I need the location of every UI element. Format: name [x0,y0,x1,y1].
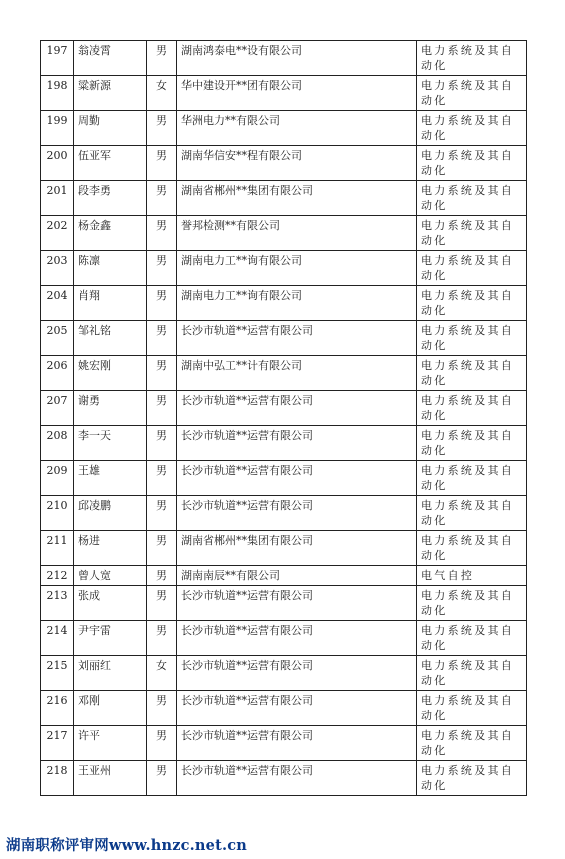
person-name-cell: 邹礼铭 [74,321,147,356]
person-name-cell: 李一天 [74,426,147,461]
company-name-cell: 长沙市轨道**运营有限公司 [177,691,417,726]
row-number-cell: 204 [41,286,74,321]
person-name-cell: 周勤 [74,111,147,146]
person-name-cell: 邱凌鹏 [74,496,147,531]
row-number-cell: 203 [41,251,74,286]
major-cell: 电力系统及其自动化 [417,286,527,321]
person-name-cell: 伍亚军 [74,146,147,181]
company-name-cell: 湖南中弘工**计有限公司 [177,356,417,391]
company-name-cell: 长沙市轨道**运营有限公司 [177,761,417,796]
company-name-cell: 华中建设开**团有限公司 [177,76,417,111]
table-row [41,531,527,566]
company-name-cell: 长沙市轨道**运营有限公司 [177,391,417,426]
major-cell: 电力系统及其自动化 [417,391,527,426]
row-number-cell: 209 [41,461,74,496]
gender-cell: 男 [147,461,177,496]
company-name-cell: 湖南省郴州**集团有限公司 [177,181,417,216]
table-row [41,496,527,531]
major-cell: 电力系统及其自动化 [417,531,527,566]
major-cell: 电力系统及其自动化 [417,426,527,461]
company-name-cell: 长沙市轨道**运营有限公司 [177,621,417,656]
major-cell: 电力系统及其自动化 [417,761,527,796]
table-row [41,761,527,796]
gender-cell: 男 [147,216,177,251]
table-row [41,111,527,146]
table-row [41,251,527,286]
major-cell: 电力系统及其自动化 [417,41,527,76]
major-cell: 电力系统及其自动化 [417,111,527,146]
row-number-cell: 217 [41,726,74,761]
company-name-cell: 长沙市轨道**运营有限公司 [177,496,417,531]
table-row [41,586,527,621]
row-number-cell: 197 [41,41,74,76]
company-name-cell: 湖南电力工**询有限公司 [177,251,417,286]
row-number-cell: 210 [41,496,74,531]
major-cell: 电力系统及其自动化 [417,356,527,391]
row-number-cell: 218 [41,761,74,796]
gender-cell: 男 [147,496,177,531]
row-number-cell: 198 [41,76,74,111]
company-name-cell: 湖南鸿泰电**设有限公司 [177,41,417,76]
company-name-cell: 长沙市轨道**运营有限公司 [177,461,417,496]
person-name-cell: 粱新源 [74,76,147,111]
person-name-cell: 尹宇雷 [74,621,147,656]
person-name-cell: 杨金鑫 [74,216,147,251]
major-cell: 电力系统及其自动化 [417,461,527,496]
gender-cell: 男 [147,531,177,566]
company-name-cell: 长沙市轨道**运营有限公司 [177,656,417,691]
company-name-cell: 长沙市轨道**运营有限公司 [177,726,417,761]
footer-watermark: 湖南职称评审网www.hnzc.net.cn [6,837,248,854]
gender-cell: 男 [147,726,177,761]
roster-table-body [41,41,527,796]
row-number-cell: 212 [41,566,74,586]
table-row [41,41,527,76]
gender-cell: 男 [147,566,177,586]
row-number-cell: 215 [41,656,74,691]
major-cell: 电力系统及其自动化 [417,496,527,531]
table-row [41,321,527,356]
company-name-cell: 誉邦检测**有限公司 [177,216,417,251]
row-number-cell: 213 [41,586,74,621]
person-name-cell: 王亚州 [74,761,147,796]
major-cell: 电力系统及其自动化 [417,146,527,181]
major-cell: 电力系统及其自动化 [417,621,527,656]
major-cell: 电力系统及其自动化 [417,726,527,761]
major-cell: 电力系统及其自动化 [417,691,527,726]
person-name-cell: 肖翔 [74,286,147,321]
gender-cell: 女 [147,76,177,111]
row-number-cell: 199 [41,111,74,146]
company-name-cell: 湖南电力工**询有限公司 [177,286,417,321]
major-cell: 电力系统及其自动化 [417,656,527,691]
table-row [41,621,527,656]
person-name-cell: 翁凌霄 [74,41,147,76]
person-name-cell: 曾人宽 [74,566,147,586]
table-row [41,726,527,761]
row-number-cell: 205 [41,321,74,356]
table-row [41,461,527,496]
person-name-cell: 杨进 [74,531,147,566]
company-name-cell: 湖南南辰**有限公司 [177,566,417,586]
gender-cell: 女 [147,656,177,691]
row-number-cell: 211 [41,531,74,566]
row-number-cell: 202 [41,216,74,251]
major-cell: 电力系统及其自动化 [417,216,527,251]
person-name-cell: 姚宏刚 [74,356,147,391]
gender-cell: 男 [147,356,177,391]
person-name-cell: 张成 [74,586,147,621]
gender-cell: 男 [147,691,177,726]
table-row [41,286,527,321]
row-number-cell: 216 [41,691,74,726]
company-name-cell: 湖南省郴州**集团有限公司 [177,531,417,566]
row-number-cell: 214 [41,621,74,656]
gender-cell: 男 [147,286,177,321]
company-name-cell: 长沙市轨道**运营有限公司 [177,586,417,621]
person-name-cell: 陈凛 [74,251,147,286]
major-cell: 电气自控 [417,566,527,586]
table-row [41,691,527,726]
row-number-cell: 200 [41,146,74,181]
gender-cell: 男 [147,621,177,656]
major-cell: 电力系统及其自动化 [417,181,527,216]
table-row [41,656,527,691]
gender-cell: 男 [147,41,177,76]
major-cell: 电力系统及其自动化 [417,321,527,356]
gender-cell: 男 [147,146,177,181]
company-name-cell: 长沙市轨道**运营有限公司 [177,321,417,356]
company-name-cell: 长沙市轨道**运营有限公司 [177,426,417,461]
company-name-cell: 湖南华信安**程有限公司 [177,146,417,181]
row-number-cell: 206 [41,356,74,391]
gender-cell: 男 [147,181,177,216]
row-number-cell: 208 [41,426,74,461]
gender-cell: 男 [147,111,177,146]
major-cell: 电力系统及其自动化 [417,76,527,111]
table-row [41,356,527,391]
person-name-cell: 王雄 [74,461,147,496]
person-name-cell: 邓刚 [74,691,147,726]
gender-cell: 男 [147,426,177,461]
roster-table [40,40,527,796]
major-cell: 电力系统及其自动化 [417,251,527,286]
gender-cell: 男 [147,251,177,286]
table-row [41,566,527,586]
company-name-cell: 华洲电力**有限公司 [177,111,417,146]
table-row [41,76,527,111]
gender-cell: 男 [147,391,177,426]
row-number-cell: 201 [41,181,74,216]
gender-cell: 男 [147,321,177,356]
gender-cell: 男 [147,586,177,621]
person-name-cell: 许平 [74,726,147,761]
table-row [41,216,527,251]
person-name-cell: 段李勇 [74,181,147,216]
person-name-cell: 谢勇 [74,391,147,426]
table-row [41,181,527,216]
person-name-cell: 刘丽红 [74,656,147,691]
major-cell: 电力系统及其自动化 [417,586,527,621]
table-row [41,146,527,181]
row-number-cell: 207 [41,391,74,426]
gender-cell: 男 [147,761,177,796]
table-row [41,391,527,426]
table-row [41,426,527,461]
